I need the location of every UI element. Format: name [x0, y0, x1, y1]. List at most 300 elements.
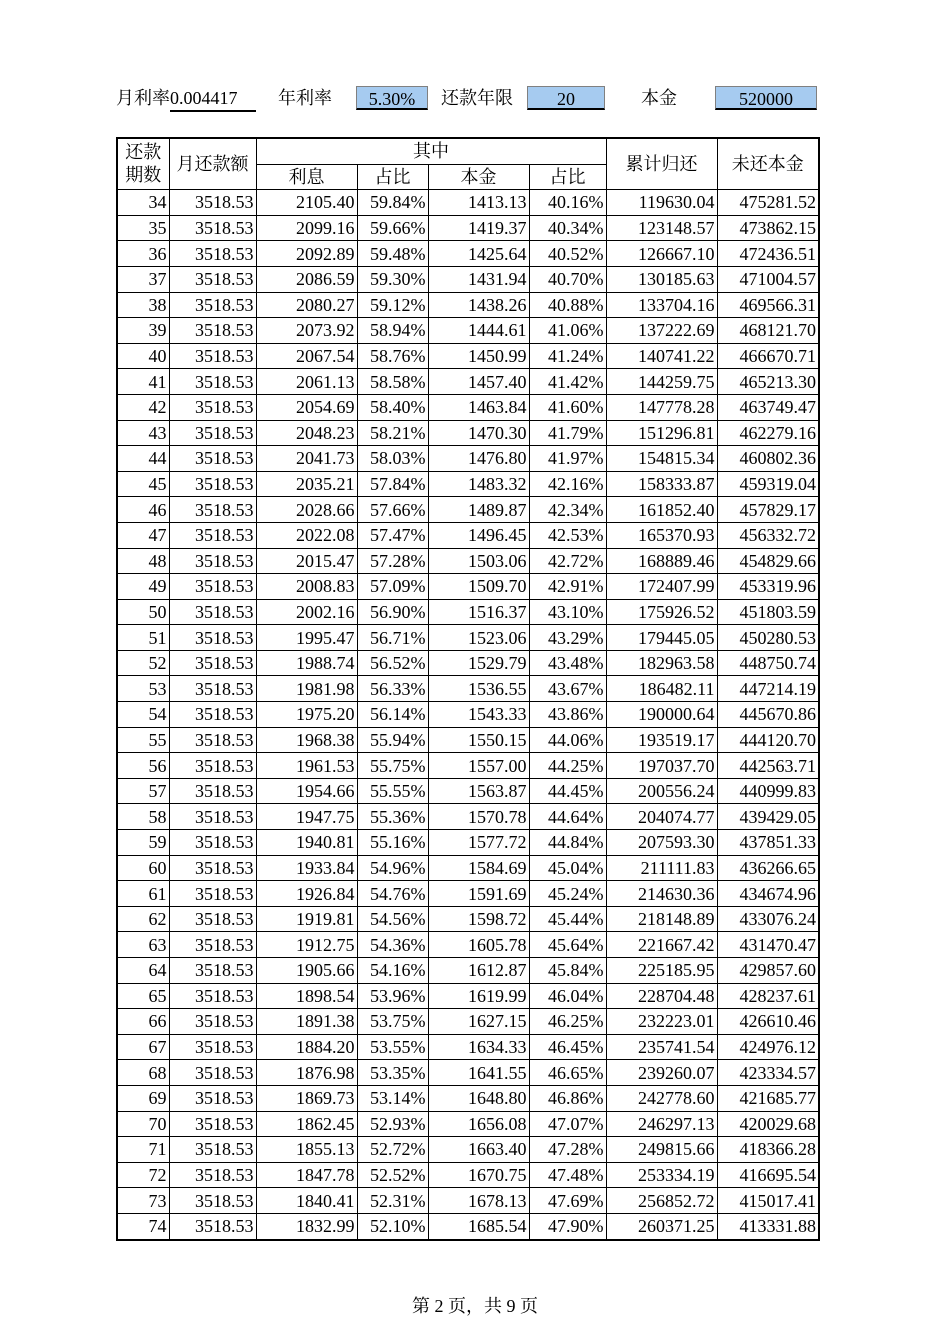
interest-cell: 1961.53 [256, 753, 357, 779]
cumulative-repaid-cell: 225185.95 [606, 958, 717, 984]
period-cell: 34 [117, 190, 169, 216]
interest-cell: 2099.16 [256, 215, 357, 241]
cumulative-repaid-cell: 193519.17 [606, 727, 717, 753]
table-row [117, 650, 819, 676]
remaining-principal-cell: 459319.04 [717, 471, 819, 497]
interest-cell: 2067.54 [256, 343, 357, 369]
header-period-line2: 期数 [125, 165, 162, 186]
remaining-principal-cell: 472436.51 [717, 241, 819, 267]
interest-cell: 1876.98 [256, 1060, 357, 1086]
interest-ratio-cell: 52.52% [357, 1162, 428, 1188]
interest-ratio-cell: 55.94% [357, 727, 428, 753]
monthly-payment-cell: 3518.53 [169, 292, 256, 318]
remaining-principal-cell: 454829.66 [717, 548, 819, 574]
term-input[interactable]: 20 [527, 86, 605, 110]
cumulative-repaid-cell: 172407.99 [606, 574, 717, 600]
principal-ratio-cell: 43.29% [529, 625, 606, 651]
remaining-principal-cell: 445670.86 [717, 702, 819, 728]
principal-cell: 1523.06 [428, 625, 529, 651]
interest-cell: 2041.73 [256, 446, 357, 472]
interest-ratio-cell: 52.10% [357, 1213, 428, 1239]
interest-ratio-cell: 53.14% [357, 1085, 428, 1111]
principal-cell: 1431.94 [428, 266, 529, 292]
period-cell: 48 [117, 548, 169, 574]
monthly-payment-cell: 3518.53 [169, 676, 256, 702]
principal-ratio-cell: 47.90% [529, 1213, 606, 1239]
interest-cell: 1954.66 [256, 778, 357, 804]
principal-cell: 1634.33 [428, 1034, 529, 1060]
cumulative-repaid-cell: 221667.42 [606, 932, 717, 958]
principal-ratio-cell: 45.24% [529, 881, 606, 907]
remaining-principal-cell: 420029.68 [717, 1111, 819, 1137]
interest-ratio-cell: 53.96% [357, 983, 428, 1009]
interest-ratio-cell: 57.47% [357, 522, 428, 548]
repayment-schedule-table [116, 137, 820, 1241]
remaining-principal-cell: 448750.74 [717, 650, 819, 676]
monthly-payment-cell: 3518.53 [169, 548, 256, 574]
remaining-principal-cell: 421685.77 [717, 1085, 819, 1111]
table-row [117, 932, 819, 958]
remaining-principal-cell: 413331.88 [717, 1213, 819, 1239]
interest-ratio-cell: 55.55% [357, 778, 428, 804]
remaining-principal-cell: 442563.71 [717, 753, 819, 779]
monthly-payment-cell: 3518.53 [169, 1085, 256, 1111]
term-label: 还款年限 [441, 88, 513, 108]
monthly-payment-cell: 3518.53 [169, 830, 256, 856]
table-row [117, 241, 819, 267]
monthly-payment-cell: 3518.53 [169, 983, 256, 1009]
period-cell: 72 [117, 1162, 169, 1188]
remaining-principal-cell: 418366.28 [717, 1137, 819, 1163]
interest-ratio-cell: 54.96% [357, 855, 428, 881]
cumulative-repaid-cell: 165370.93 [606, 522, 717, 548]
period-cell: 53 [117, 676, 169, 702]
monthly-payment-cell: 3518.53 [169, 650, 256, 676]
principal-ratio-cell: 47.69% [529, 1188, 606, 1214]
principal-ratio-cell: 46.25% [529, 1009, 606, 1035]
table-row [117, 625, 819, 651]
interest-cell: 1940.81 [256, 830, 357, 856]
interest-ratio-cell: 58.40% [357, 394, 428, 420]
monthly-payment-cell: 3518.53 [169, 394, 256, 420]
period-cell: 71 [117, 1137, 169, 1163]
period-cell: 63 [117, 932, 169, 958]
interest-cell: 1912.75 [256, 932, 357, 958]
schedule-body [117, 190, 819, 1240]
table-row [117, 881, 819, 907]
table-row [117, 394, 819, 420]
header-principal-ratio: 占比 [529, 164, 606, 190]
principal-cell: 1496.45 [428, 522, 529, 548]
principal-ratio-cell: 42.16% [529, 471, 606, 497]
principal-ratio-cell: 44.84% [529, 830, 606, 856]
remaining-principal-cell: 468121.70 [717, 318, 819, 344]
remaining-principal-cell: 450280.53 [717, 625, 819, 651]
remaining-principal-cell: 444120.70 [717, 727, 819, 753]
principal-ratio-cell: 47.28% [529, 1137, 606, 1163]
period-cell: 60 [117, 855, 169, 881]
interest-ratio-cell: 54.16% [357, 958, 428, 984]
cumulative-repaid-cell: 154815.34 [606, 446, 717, 472]
period-cell: 55 [117, 727, 169, 753]
table-row [117, 548, 819, 574]
monthly-payment-cell: 3518.53 [169, 932, 256, 958]
table-row [117, 727, 819, 753]
monthly-payment-cell: 3518.53 [169, 574, 256, 600]
interest-ratio-cell: 58.94% [357, 318, 428, 344]
interest-cell: 2002.16 [256, 599, 357, 625]
monthly-rate-value[interactable]: 0.004417 [170, 86, 256, 112]
interest-ratio-cell: 58.21% [357, 420, 428, 446]
cumulative-repaid-cell: 126667.10 [606, 241, 717, 267]
table-row [117, 522, 819, 548]
principal-cell: 1450.99 [428, 343, 529, 369]
cumulative-repaid-cell: 151296.81 [606, 420, 717, 446]
cumulative-repaid-cell: 179445.05 [606, 625, 717, 651]
interest-cell: 1905.66 [256, 958, 357, 984]
cumulative-repaid-cell: 249815.66 [606, 1137, 717, 1163]
interest-cell: 1891.38 [256, 1009, 357, 1035]
table-row [117, 702, 819, 728]
monthly-rate-label: 月利率 [116, 88, 170, 108]
interest-cell: 1884.20 [256, 1034, 357, 1060]
table-row [117, 599, 819, 625]
interest-cell: 1898.54 [256, 983, 357, 1009]
interest-ratio-cell: 57.66% [357, 497, 428, 523]
interest-ratio-cell: 59.12% [357, 292, 428, 318]
interest-ratio-cell: 59.84% [357, 190, 428, 216]
interest-cell: 1988.74 [256, 650, 357, 676]
principal-ratio-cell: 43.67% [529, 676, 606, 702]
interest-cell: 2073.92 [256, 318, 357, 344]
interest-ratio-cell: 58.58% [357, 369, 428, 395]
remaining-principal-cell: 416695.54 [717, 1162, 819, 1188]
principal-ratio-cell: 47.48% [529, 1162, 606, 1188]
principal-cell: 1543.33 [428, 702, 529, 728]
interest-cell: 2028.66 [256, 497, 357, 523]
period-cell: 39 [117, 318, 169, 344]
principal-cell: 1663.40 [428, 1137, 529, 1163]
principal-cell: 1557.00 [428, 753, 529, 779]
monthly-payment-cell: 3518.53 [169, 1137, 256, 1163]
principal-cell: 1577.72 [428, 830, 529, 856]
principal-cell: 1591.69 [428, 881, 529, 907]
interest-cell: 2015.47 [256, 548, 357, 574]
interest-cell: 1995.47 [256, 625, 357, 651]
cumulative-repaid-cell: 232223.01 [606, 1009, 717, 1035]
principal-cell: 1598.72 [428, 906, 529, 932]
table-row [117, 574, 819, 600]
principal-ratio-cell: 41.60% [529, 394, 606, 420]
remaining-principal-cell: 465213.30 [717, 369, 819, 395]
principal-ratio-cell: 45.64% [529, 932, 606, 958]
interest-ratio-cell: 59.48% [357, 241, 428, 267]
cumulative-repaid-cell: 147778.28 [606, 394, 717, 420]
header-interest: 利息 [256, 164, 357, 190]
cumulative-repaid-cell: 175926.52 [606, 599, 717, 625]
period-cell: 68 [117, 1060, 169, 1086]
interest-cell: 2008.83 [256, 574, 357, 600]
header-cumulative-repaid: 累计归还 [606, 138, 717, 190]
remaining-principal-cell: 431470.47 [717, 932, 819, 958]
cumulative-repaid-cell: 133704.16 [606, 292, 717, 318]
cumulative-repaid-cell: 242778.60 [606, 1085, 717, 1111]
cumulative-repaid-cell: 123148.57 [606, 215, 717, 241]
interest-ratio-cell: 55.16% [357, 830, 428, 856]
principal-ratio-cell: 40.88% [529, 292, 606, 318]
period-cell: 43 [117, 420, 169, 446]
interest-cell: 1926.84 [256, 881, 357, 907]
interest-cell: 2054.69 [256, 394, 357, 420]
principal-cell: 1619.99 [428, 983, 529, 1009]
table-row [117, 292, 819, 318]
principal-ratio-cell: 41.06% [529, 318, 606, 344]
table-row [117, 471, 819, 497]
header-monthly-payment: 月还款额 [169, 138, 256, 190]
interest-ratio-cell: 56.90% [357, 599, 428, 625]
remaining-principal-cell: 437851.33 [717, 830, 819, 856]
table-row [117, 804, 819, 830]
table-row [117, 753, 819, 779]
table-row [117, 369, 819, 395]
interest-ratio-cell: 59.66% [357, 215, 428, 241]
principal-cell: 1444.61 [428, 318, 529, 344]
interest-cell: 2086.59 [256, 266, 357, 292]
cumulative-repaid-cell: 214630.36 [606, 881, 717, 907]
principal-ratio-cell: 45.84% [529, 958, 606, 984]
table-row [117, 420, 819, 446]
monthly-payment-cell: 3518.53 [169, 266, 256, 292]
period-cell: 51 [117, 625, 169, 651]
principal-ratio-cell: 41.79% [529, 420, 606, 446]
principal-cell: 1438.26 [428, 292, 529, 318]
interest-ratio-cell: 54.76% [357, 881, 428, 907]
interest-cell: 1847.78 [256, 1162, 357, 1188]
monthly-payment-cell: 3518.53 [169, 881, 256, 907]
interest-ratio-cell: 57.84% [357, 471, 428, 497]
cumulative-repaid-cell: 182963.58 [606, 650, 717, 676]
interest-cell: 2105.40 [256, 190, 357, 216]
principal-cell: 1685.54 [428, 1213, 529, 1239]
cumulative-repaid-cell: 186482.11 [606, 676, 717, 702]
principal-cell: 1648.80 [428, 1085, 529, 1111]
principal-cell: 1529.79 [428, 650, 529, 676]
monthly-payment-cell: 3518.53 [169, 753, 256, 779]
monthly-payment-cell: 3518.53 [169, 471, 256, 497]
table-row [117, 343, 819, 369]
principal-ratio-cell: 40.52% [529, 241, 606, 267]
period-cell: 50 [117, 599, 169, 625]
cumulative-repaid-cell: 204074.77 [606, 804, 717, 830]
period-cell: 54 [117, 702, 169, 728]
cumulative-repaid-cell: 140741.22 [606, 343, 717, 369]
monthly-payment-cell: 3518.53 [169, 906, 256, 932]
interest-ratio-cell: 58.03% [357, 446, 428, 472]
interest-ratio-cell: 57.09% [357, 574, 428, 600]
principal-ratio-cell: 47.07% [529, 1111, 606, 1137]
header-interest-ratio: 占比 [357, 164, 428, 190]
principal-ratio-cell: 43.48% [529, 650, 606, 676]
interest-ratio-cell: 54.36% [357, 932, 428, 958]
cumulative-repaid-cell: 144259.75 [606, 369, 717, 395]
remaining-principal-cell: 473862.15 [717, 215, 819, 241]
monthly-payment-cell: 3518.53 [169, 778, 256, 804]
cumulative-repaid-cell: 228704.48 [606, 983, 717, 1009]
table-row [117, 958, 819, 984]
interest-cell: 2035.21 [256, 471, 357, 497]
table-row [117, 830, 819, 856]
remaining-principal-cell: 426610.46 [717, 1009, 819, 1035]
period-cell: 46 [117, 497, 169, 523]
principal-cell: 1605.78 [428, 932, 529, 958]
interest-cell: 1862.45 [256, 1111, 357, 1137]
interest-ratio-cell: 52.72% [357, 1137, 428, 1163]
remaining-principal-cell: 471004.57 [717, 266, 819, 292]
period-cell: 42 [117, 394, 169, 420]
principal-cell: 1483.32 [428, 471, 529, 497]
cumulative-repaid-cell: 253334.19 [606, 1162, 717, 1188]
table-row [117, 778, 819, 804]
remaining-principal-cell: 423334.57 [717, 1060, 819, 1086]
period-cell: 69 [117, 1085, 169, 1111]
monthly-payment-cell: 3518.53 [169, 190, 256, 216]
principal-cell: 1570.78 [428, 804, 529, 830]
principal-cell: 1503.06 [428, 548, 529, 574]
table-row [117, 215, 819, 241]
principal-ratio-cell: 46.65% [529, 1060, 606, 1086]
period-cell: 65 [117, 983, 169, 1009]
principal-ratio-cell: 44.64% [529, 804, 606, 830]
remaining-principal-cell: 457829.17 [717, 497, 819, 523]
remaining-principal-cell: 463749.47 [717, 394, 819, 420]
cumulative-repaid-cell: 190000.64 [606, 702, 717, 728]
monthly-payment-cell: 3518.53 [169, 420, 256, 446]
period-cell: 70 [117, 1111, 169, 1137]
monthly-payment-cell: 3518.53 [169, 446, 256, 472]
cumulative-repaid-cell: 260371.25 [606, 1213, 717, 1239]
principal-cell: 1612.87 [428, 958, 529, 984]
principal-cell: 1627.15 [428, 1009, 529, 1035]
period-cell: 74 [117, 1213, 169, 1239]
principal-cell: 1550.15 [428, 727, 529, 753]
remaining-principal-cell: 415017.41 [717, 1188, 819, 1214]
cumulative-repaid-cell: 256852.72 [606, 1188, 717, 1214]
annual-rate-input[interactable]: 5.30% [356, 86, 428, 110]
principal-ratio-cell: 43.10% [529, 599, 606, 625]
header-period [117, 138, 169, 190]
period-cell: 67 [117, 1034, 169, 1060]
period-cell: 44 [117, 446, 169, 472]
principal-cell: 1563.87 [428, 778, 529, 804]
interest-ratio-cell: 54.56% [357, 906, 428, 932]
table-row [117, 1137, 819, 1163]
principal-ratio-cell: 42.53% [529, 522, 606, 548]
header-principal: 本金 [428, 164, 529, 190]
monthly-payment-cell: 3518.53 [169, 958, 256, 984]
interest-ratio-cell: 52.31% [357, 1188, 428, 1214]
monthly-payment-cell: 3518.53 [169, 1034, 256, 1060]
remaining-principal-cell: 424976.12 [717, 1034, 819, 1060]
remaining-principal-cell: 447214.19 [717, 676, 819, 702]
interest-cell: 1832.99 [256, 1213, 357, 1239]
monthly-payment-cell: 3518.53 [169, 1111, 256, 1137]
monthly-payment-cell: 3518.53 [169, 1188, 256, 1214]
principal-cell: 1476.80 [428, 446, 529, 472]
cumulative-repaid-cell: 158333.87 [606, 471, 717, 497]
interest-cell: 1869.73 [256, 1085, 357, 1111]
interest-ratio-cell: 55.36% [357, 804, 428, 830]
period-cell: 73 [117, 1188, 169, 1214]
monthly-payment-cell: 3518.53 [169, 241, 256, 267]
table-row [117, 1213, 819, 1239]
principal-label: 本金 [641, 88, 677, 108]
remaining-principal-cell: 451803.59 [717, 599, 819, 625]
remaining-principal-cell: 460802.36 [717, 446, 819, 472]
monthly-payment-cell: 3518.53 [169, 855, 256, 881]
principal-ratio-cell: 41.97% [529, 446, 606, 472]
interest-ratio-cell: 53.75% [357, 1009, 428, 1035]
interest-cell: 1840.41 [256, 1188, 357, 1214]
cumulative-repaid-cell: 197037.70 [606, 753, 717, 779]
interest-ratio-cell: 59.30% [357, 266, 428, 292]
principal-cell: 1678.13 [428, 1188, 529, 1214]
monthly-payment-cell: 3518.53 [169, 1213, 256, 1239]
principal-cell: 1463.84 [428, 394, 529, 420]
table-row [117, 855, 819, 881]
principal-ratio-cell: 41.42% [529, 369, 606, 395]
principal-ratio-cell: 45.44% [529, 906, 606, 932]
monthly-payment-cell: 3518.53 [169, 369, 256, 395]
interest-ratio-cell: 56.33% [357, 676, 428, 702]
principal-cell: 1536.55 [428, 676, 529, 702]
principal-cell: 1656.08 [428, 1111, 529, 1137]
interest-ratio-cell: 56.14% [357, 702, 428, 728]
monthly-payment-cell: 3518.53 [169, 1162, 256, 1188]
cumulative-repaid-cell: 207593.30 [606, 830, 717, 856]
interest-cell: 1947.75 [256, 804, 357, 830]
interest-cell: 1919.81 [256, 906, 357, 932]
cumulative-repaid-cell: 200556.24 [606, 778, 717, 804]
monthly-payment-cell: 3518.53 [169, 599, 256, 625]
principal-cell: 1419.37 [428, 215, 529, 241]
period-cell: 45 [117, 471, 169, 497]
principal-ratio-cell: 46.04% [529, 983, 606, 1009]
table-row [117, 497, 819, 523]
period-cell: 66 [117, 1009, 169, 1035]
period-cell: 61 [117, 881, 169, 907]
principal-input[interactable]: 520000 [715, 86, 817, 110]
cumulative-repaid-cell: 239260.07 [606, 1060, 717, 1086]
principal-ratio-cell: 44.06% [529, 727, 606, 753]
monthly-payment-cell: 3518.53 [169, 804, 256, 830]
remaining-principal-cell: 466670.71 [717, 343, 819, 369]
interest-ratio-cell: 56.52% [357, 650, 428, 676]
cumulative-repaid-cell: 211111.83 [606, 855, 717, 881]
principal-cell: 1670.75 [428, 1162, 529, 1188]
remaining-principal-cell: 475281.52 [717, 190, 819, 216]
interest-cell: 1981.98 [256, 676, 357, 702]
principal-cell: 1584.69 [428, 855, 529, 881]
table-row [117, 983, 819, 1009]
cumulative-repaid-cell: 235741.54 [606, 1034, 717, 1060]
interest-ratio-cell: 57.28% [357, 548, 428, 574]
interest-ratio-cell: 55.75% [357, 753, 428, 779]
principal-ratio-cell: 42.72% [529, 548, 606, 574]
period-cell: 59 [117, 830, 169, 856]
remaining-principal-cell: 469566.31 [717, 292, 819, 318]
period-cell: 37 [117, 266, 169, 292]
remaining-principal-cell: 462279.16 [717, 420, 819, 446]
